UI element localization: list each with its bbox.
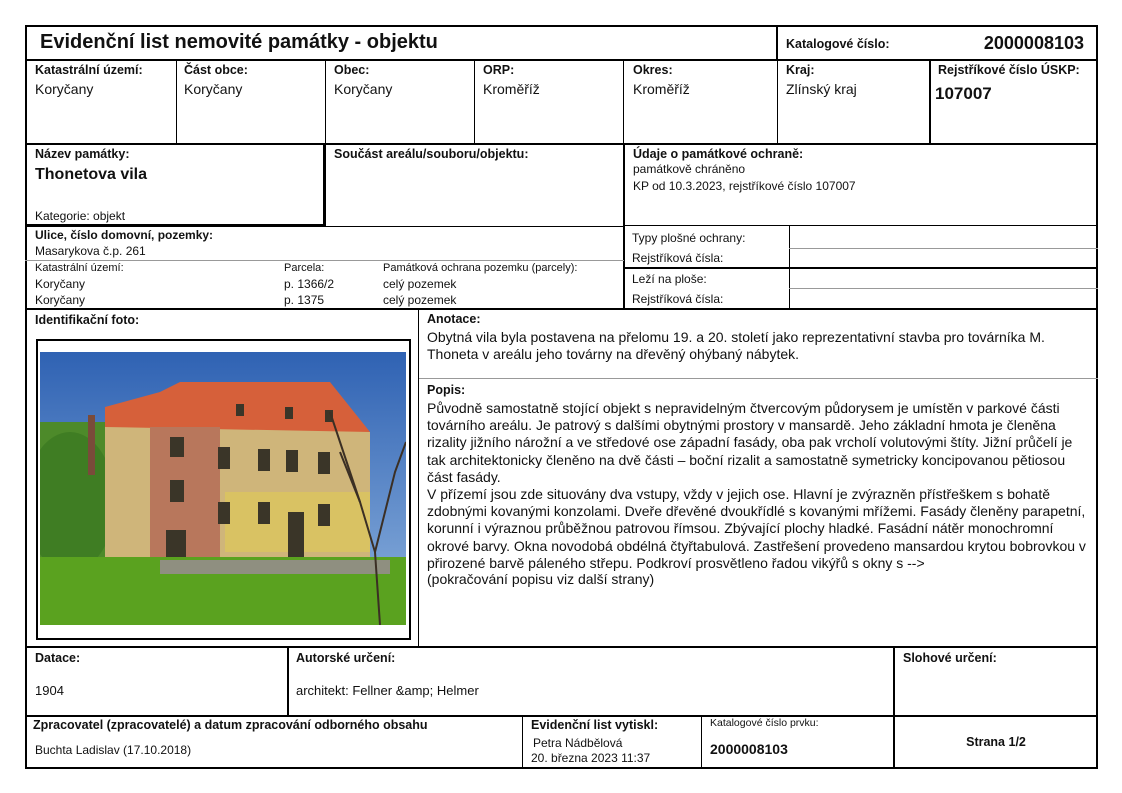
datace-label: Datace:	[35, 651, 81, 665]
divider	[623, 60, 624, 144]
katastralni-uzemi-label: Katastrální území:	[35, 63, 143, 77]
vytiskl-label: Evidenční list vytiskl:	[531, 718, 659, 732]
parcel-row-1-ochrana: celý pozemek	[383, 277, 457, 291]
popis-paragraph-1: Původně samostatně stojící objekt s nepravidelným čtvercovým půdorysem je umístěn v parkové části továrního areálu. Je patrový s dalšími obytnými prostory v mansardě. Jeho základní hmota je členěna rizality jižního nárožní a ve středové ose západní fasády, oba pak vrcholí volutovými štíty. Jižní průčelí je tak architektonicky členěno na dvě části – boční rizalit a samostatně symetricky koncipovanou pětiosou část fasády.	[427, 400, 1073, 485]
divider	[893, 646, 895, 716]
datace-value: 1904	[35, 683, 64, 698]
typy-label: Typy plošné ochrany:	[632, 231, 746, 245]
cast-obce-value: Koryčany	[184, 81, 243, 97]
cast-obce-label: Část obce:	[184, 63, 248, 77]
uskp-label: Rejstříkové číslo ÚSKP:	[938, 63, 1080, 77]
divider	[777, 60, 778, 144]
autor-value: architekt: Fellner &amp; Helmer	[296, 683, 479, 698]
parcel-row-2-ku: Koryčany	[35, 293, 86, 307]
page-number: Strana 1/2	[966, 735, 1026, 749]
divider	[474, 60, 475, 144]
parcel-row-2-ochrana: celý pozemek	[383, 293, 457, 307]
vytiskl-date: 20. března 2023 11:37	[531, 751, 651, 765]
soucast-label: Součást areálu/souboru/objektu:	[334, 147, 529, 161]
sloh-label: Slohové určení:	[903, 651, 997, 665]
lezi-label: Leží na ploše:	[632, 272, 707, 286]
prvek-label: Katalogové číslo prvku:	[710, 717, 819, 729]
autor-label: Autorské určení:	[296, 651, 396, 665]
parcel-row-1-ku: Koryčany	[35, 277, 86, 291]
rejstrikova-1-label: Rejstříková čísla:	[632, 251, 724, 265]
popis-label: Popis:	[427, 383, 466, 397]
divider	[25, 646, 1098, 648]
parcel-row-1-parcela: p. 1366/2	[284, 277, 335, 291]
okres-label: Okres:	[633, 63, 673, 77]
catalog-label: Katalogové číslo:	[786, 37, 890, 51]
divider	[25, 715, 1098, 717]
category: Kategorie: objekt	[35, 209, 126, 223]
prvek-value: 2000008103	[710, 741, 788, 757]
photo-label: Identifikační foto:	[35, 313, 140, 327]
rejstrikova-2-label: Rejstříková čísla:	[632, 292, 724, 306]
popis-continuation: (pokračování popisu viz další strany)	[427, 571, 655, 587]
name-label: Název památky:	[35, 147, 130, 161]
catalog-number: 2000008103	[983, 33, 1084, 53]
zpracovatel-label: Zpracovatel (zpracovatelé) a datum zpracování odborného obsahu	[33, 718, 428, 732]
divider	[624, 267, 1098, 269]
popis-paragraph-2: V přízemí jsou zde situovány dva vstupy, vždy v jejich ose. Hlavní je zvýrazněn přístřeškem s bohatě zdobnými kovanými konzolami. Dveře dřevěné dvoukřídlé s kovanými mřížemi. Fasády členěny parapetní, korunní i výraznou průběžnou patrovou římsou. Zbývající plochy hladké. Fasádní nátěr monochromní okrové barvy. Okna novodobá obdélná čtyřtabulová. Zastřešení provedeno mansardou krytou bobrovkou v přirozené barvě páleného střepu. Podkroví prosvětleno řadou vikýřů s okny s -->	[427, 486, 1086, 571]
okres-value: Kroměříž	[633, 81, 690, 97]
katastralni-uzemi-value: Koryčany	[35, 81, 94, 97]
zpracovatel-value: Buchta Ladislav (17.10.2018)	[35, 743, 192, 757]
protection-line-2: KP od 10.3.2023, rejstříkové číslo 107007	[633, 179, 856, 193]
anotace-label: Anotace:	[427, 312, 481, 326]
parcels-header-parcela: Parcela:	[284, 262, 325, 274]
orp-label: ORP:	[483, 63, 515, 77]
divider	[789, 248, 1098, 249]
kraj-label: Kraj:	[786, 63, 815, 77]
divider	[418, 309, 419, 647]
parcels-header-ochrana: Památková ochrana pozemku (parcely):	[383, 262, 578, 274]
obec-label: Obec:	[334, 63, 370, 77]
divider	[25, 260, 624, 261]
divider	[789, 288, 1098, 289]
divider	[776, 25, 778, 60]
divider	[176, 60, 177, 144]
villa-photo-illustration	[40, 352, 406, 625]
divider	[287, 646, 289, 716]
divider	[522, 716, 523, 768]
parcels-header-ku: Katastrální území:	[35, 262, 124, 274]
uskp-value: 107007	[935, 84, 992, 103]
anotace-text: Obytná vila byla postavena na přelomu 19. a 20. století jako reprezentativní stavba pro továrníka M. Thoneta v areálu jeho továrny na dřevěný ohýbaný nábytek.	[427, 329, 1045, 363]
divider	[419, 378, 1098, 379]
page-title: Evidenční list nemovité památky - objektu	[40, 31, 438, 53]
address-label: Ulice, číslo domovní, pozemky:	[35, 228, 214, 242]
orp-value: Kroměříž	[483, 81, 540, 97]
divider	[25, 308, 1098, 310]
protection-line-1: památkově chráněno	[633, 162, 746, 176]
divider	[25, 226, 624, 227]
divider	[701, 716, 702, 768]
obec-value: Koryčany	[334, 81, 393, 97]
kraj-value: Zlínský kraj	[786, 81, 857, 97]
identification-photo	[40, 352, 406, 625]
divider	[325, 60, 326, 144]
protection-label: Údaje o památkové ochraně:	[633, 147, 804, 161]
address-value: Masarykova č.p. 261	[35, 244, 146, 258]
divider	[624, 225, 1098, 226]
monument-name: Thonetova vila	[35, 166, 148, 183]
parcel-row-2-parcela: p. 1375	[284, 293, 325, 307]
vytiskl-name: Petra Nádbělová	[533, 736, 623, 750]
